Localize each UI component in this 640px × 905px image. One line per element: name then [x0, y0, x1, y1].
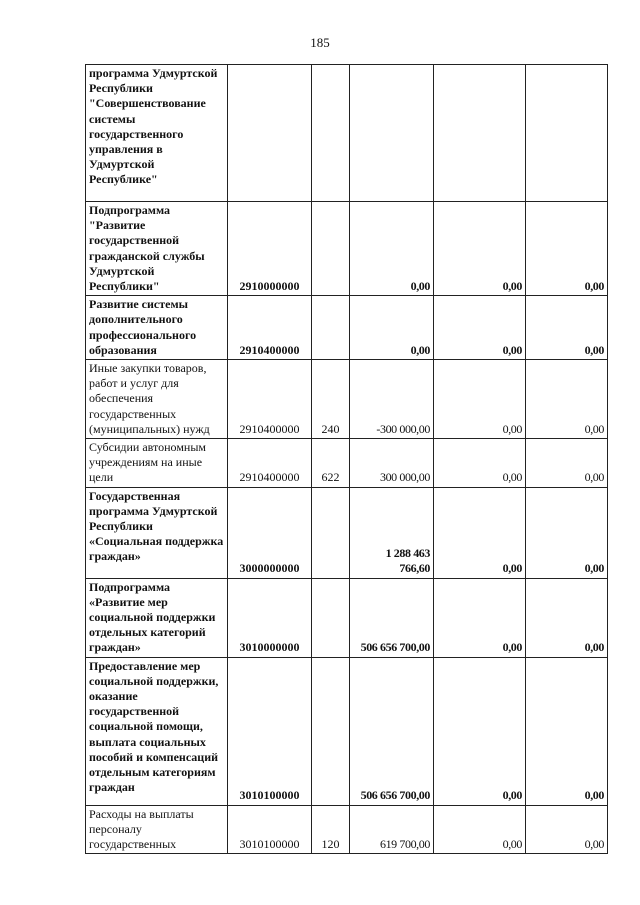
target-code-cell: 3010100000	[228, 657, 312, 805]
budget-table	[85, 64, 608, 854]
amount-cell: 506 656 700,00	[350, 578, 434, 657]
expense-type-cell	[312, 487, 350, 578]
amount-cell: 0,00	[526, 657, 608, 805]
table-row	[86, 439, 608, 488]
page-number: 185	[310, 35, 330, 50]
table-row	[86, 657, 608, 805]
table-row	[86, 487, 608, 578]
expense-type-cell: 240	[312, 360, 350, 439]
table-row	[86, 65, 608, 202]
amount-cell: 0,00	[526, 296, 608, 360]
amount-cell: 1 288 463 766,60	[350, 487, 434, 578]
table-row	[86, 296, 608, 360]
target-code-cell: 3010000000	[228, 578, 312, 657]
amount-cell: 0,00	[434, 657, 526, 805]
amount-cell: 0,00	[350, 296, 434, 360]
table-row	[86, 202, 608, 296]
target-code-cell: 3000000000	[228, 487, 312, 578]
row-name-cell: Предоставление мер социальной поддержки, оказание государственной социальной помощи, выплата социальных пособий и компенсаций отдельным категориям граждан	[86, 657, 228, 805]
row-name-cell: Развитие системы дополнительного профессионального образования	[86, 296, 228, 360]
row-name-cell: Подпрограмма "Развитие государственной гражданской службы Удмуртской Республики"	[86, 202, 228, 296]
target-code-cell	[228, 65, 312, 202]
amount-cell	[434, 65, 526, 202]
table-row	[86, 360, 608, 439]
amount-cell: 506 656 700,00	[350, 657, 434, 805]
expense-type-cell	[312, 657, 350, 805]
amount-cell: 0,00	[526, 439, 608, 488]
amount-cell: 0,00	[434, 805, 526, 854]
row-name-cell: Государственная программа Удмуртской Республики «Социальная поддержка граждан»	[86, 487, 228, 578]
expense-type-cell	[312, 578, 350, 657]
row-name-cell: Расходы на выплаты персоналу государственных	[86, 805, 228, 854]
expense-type-cell: 622	[312, 439, 350, 488]
amount-cell: 0,00	[526, 805, 608, 854]
amount-cell: 619 700,00	[350, 805, 434, 854]
target-code-cell: 2910000000	[228, 202, 312, 296]
amount-cell: 0,00	[526, 360, 608, 439]
row-name-cell: Субсидии автономным учреждениям на иные цели	[86, 439, 228, 488]
row-name-cell: Подпрограмма «Развитие мер социальной поддержки отдельных категорий граждан»	[86, 578, 228, 657]
amount-cell: 0,00	[526, 578, 608, 657]
amount-cell: 0,00	[350, 202, 434, 296]
amount-cell: -300 000,00	[350, 360, 434, 439]
amount-cell: 0,00	[434, 439, 526, 488]
expense-type-cell	[312, 65, 350, 202]
amount-cell: 0,00	[434, 202, 526, 296]
row-name-cell: программа Удмуртской Республики "Совершенствование системы государственного управления в Удмуртской Республике"	[86, 65, 228, 202]
amount-cell	[350, 65, 434, 202]
amount-cell: 0,00	[526, 487, 608, 578]
expense-type-cell	[312, 202, 350, 296]
amount-cell: 0,00	[434, 360, 526, 439]
table-row	[86, 805, 608, 854]
table-row	[86, 578, 608, 657]
target-code-cell: 2910400000	[228, 296, 312, 360]
target-code-cell: 2910400000	[228, 360, 312, 439]
amount-cell: 300 000,00	[350, 439, 434, 488]
target-code-cell: 2910400000	[228, 439, 312, 488]
amount-cell: 0,00	[526, 202, 608, 296]
row-name-cell: Иные закупки товаров, работ и услуг для обеспечения государственных (муниципальных) нужд	[86, 360, 228, 439]
expense-type-cell	[312, 296, 350, 360]
amount-cell	[526, 65, 608, 202]
amount-cell: 0,00	[434, 296, 526, 360]
amount-cell: 0,00	[434, 487, 526, 578]
expense-type-cell: 120	[312, 805, 350, 854]
amount-cell: 0,00	[434, 578, 526, 657]
target-code-cell: 3010100000	[228, 805, 312, 854]
